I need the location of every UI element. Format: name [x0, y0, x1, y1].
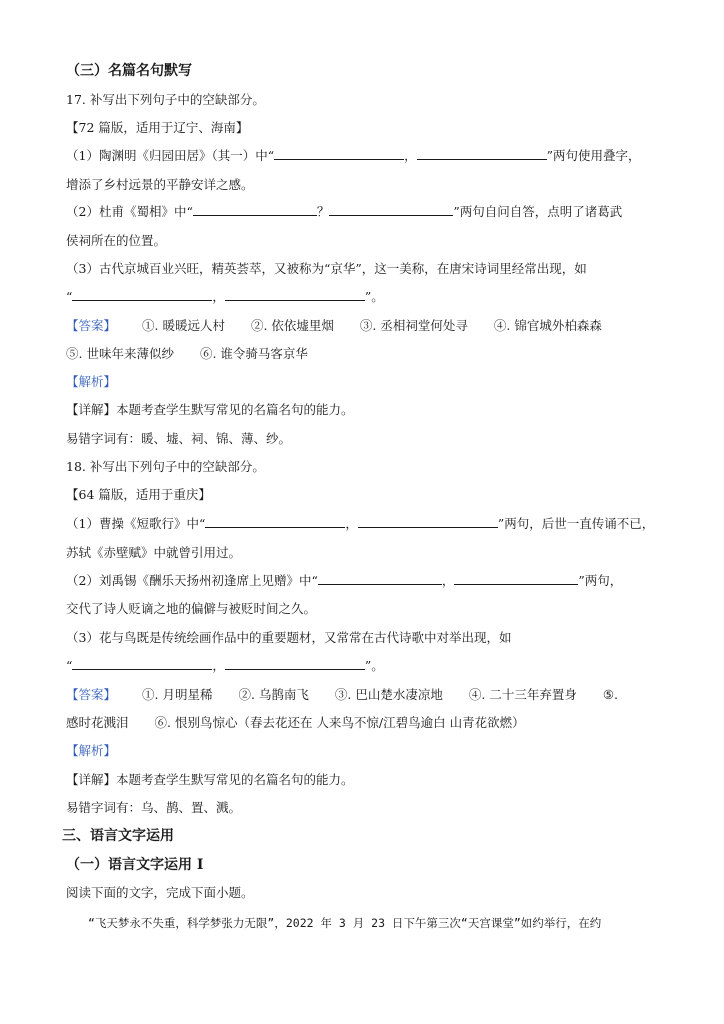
q17-item3-close: ”。	[364, 289, 384, 304]
q17-item1-cont: 增添了乡村远景的平静安详之感。	[66, 177, 254, 192]
answer-item: ⑤. 世味年来薄似纱	[66, 346, 174, 361]
q18-item1-cont: 苏轼《赤壁赋》中就曾引用过。	[66, 545, 242, 560]
q17-item1-text-a: （1）陶渊明《归园田居》（其一）中“	[66, 148, 275, 163]
answer-label: 【答案】	[66, 687, 117, 702]
answer-item: ④. 二十三年弃置身	[468, 687, 577, 702]
answer-item: ⑥. 谁令骑马客京华	[199, 346, 308, 361]
q18-item3-sep: ，	[212, 658, 225, 673]
q18-item2-text-b: ”两句，	[578, 573, 623, 588]
q17-item1-text-b: ”两句使用叠字，	[546, 148, 641, 163]
answer-blank[interactable]	[329, 203, 453, 216]
q17-item2-sep: ？	[316, 204, 330, 219]
answer-blank[interactable]	[454, 572, 578, 585]
q18-item2-cont: 交代了诗人贬谪之地的偏僻与被贬时间之久。	[66, 601, 317, 616]
answer-item: ①. 暖暖远人村	[142, 318, 225, 333]
reading-instruction: 阅读下面的文字，完成下面小题。	[66, 885, 254, 900]
answer-blank[interactable]	[417, 147, 547, 160]
q17-edition: 【72 篇版，适用于辽宁、海南】	[66, 120, 249, 135]
q17-item3-sep: ，	[212, 289, 225, 304]
q18-item1-sep: ，	[345, 516, 358, 531]
q18-edition: 【64 篇版，适用于重庆】	[66, 487, 211, 502]
answer-item: ②. 依依墟里烟	[250, 318, 334, 333]
section-heading: （三）名篇名句默写	[66, 63, 192, 79]
subsection-heading: （一）语言文字运用 I	[66, 857, 204, 873]
q18-stem: 18. 补写出下列句子中的空缺部分。	[66, 459, 265, 474]
q18-item2-text-a: （2）刘禹锡《酬乐天扬州初逢席上见赠》中“	[66, 573, 318, 588]
q17-item2	[66, 203, 664, 221]
answer-label: 【答案】	[66, 318, 117, 333]
answer-blank[interactable]	[205, 515, 345, 528]
q17-item2-text-a: （2）杜甫《蜀相》中“	[66, 204, 193, 219]
q18-detail: 【详解】本题考查学生默写常见的名篇名句的能力。	[66, 772, 354, 787]
answer-blank[interactable]	[72, 288, 212, 301]
q17-answers-cont	[66, 345, 664, 363]
q18-item1-text-b: ”两句，后世一直传诵不已，	[497, 516, 655, 531]
q18-analysis-label: 【解析】	[66, 743, 117, 758]
q18-item2	[66, 572, 664, 590]
q17-typo-note: 易错字词有：暖、墟、祠、锦、薄、纱。	[66, 431, 292, 446]
q18-item3: （3）花与鸟既是传统绘画作品中的重要题材，又常常在古代诗歌中对举出现，如	[66, 630, 512, 645]
q18-item1-text-a: （1）曹操《短歌行》中“	[66, 516, 206, 531]
q17-answers	[66, 317, 664, 335]
q17-item1	[66, 147, 664, 165]
answer-blank[interactable]	[225, 288, 365, 301]
q17-detail: 【详解】本题考查学生默写常见的名篇名句的能力。	[66, 402, 354, 417]
q17-item3: （3）古代京城百业兴旺，精英荟萃，又被称为“京华”，这一美称，在唐宋诗词里经常出现，如	[66, 261, 587, 276]
part-heading: 三、语言文字运用	[62, 828, 174, 844]
q18-item1	[66, 515, 664, 533]
answer-item: ⑥. 恨别鸟惊心（春去花还在 人来鸟不惊/江碧鸟逾白 山青花欲燃）	[154, 715, 525, 730]
q18-answers	[66, 686, 664, 704]
q17-item1-sep: ，	[404, 148, 417, 163]
q18-item2-sep: ，	[441, 573, 455, 588]
q18-item3-close: ”。	[364, 658, 384, 673]
answer-blank[interactable]	[358, 515, 498, 528]
q18-answers-cont	[66, 714, 664, 732]
answer-item: ⑤.	[602, 687, 619, 702]
answer-item: ②. 乌鹊南飞	[238, 687, 309, 702]
q17-item2-cont: 侯祠所在的位置。	[66, 233, 167, 248]
answer-item: 感时花溅泪	[66, 715, 129, 730]
q18-item3-open: “	[66, 658, 73, 673]
passage-text: “飞天梦永不失重，科学梦张力无限”，2022 年 3 月 23 日下午第三次“天宫课堂”如约举行，在约	[88, 916, 602, 930]
answer-item: ①. 月明星稀	[142, 687, 213, 702]
q18-typo-note: 易错字词有：乌、鹊、置、溅。	[66, 800, 242, 815]
q17-item3-open: “	[66, 289, 73, 304]
q17-item3-blanks	[66, 288, 664, 306]
answer-blank[interactable]	[318, 572, 442, 585]
q17-stem: 17. 补写出下列句子中的空缺部分。	[66, 92, 265, 107]
answer-item: ③. 巴山楚水凄凉地	[334, 687, 443, 702]
q17-item2-text-b: ”两句自问自答，点明了诸葛武	[453, 204, 623, 219]
answer-blank[interactable]	[274, 147, 404, 160]
answer-blank[interactable]	[225, 657, 365, 670]
q18-item3-blanks	[66, 657, 664, 675]
answer-item: ④. 锦官城外柏森森	[493, 318, 602, 333]
answer-blank[interactable]	[193, 203, 317, 216]
answer-item: ③. 丞相祠堂何处寻	[359, 318, 468, 333]
q17-analysis-label: 【解析】	[66, 374, 117, 389]
answer-blank[interactable]	[72, 657, 212, 670]
